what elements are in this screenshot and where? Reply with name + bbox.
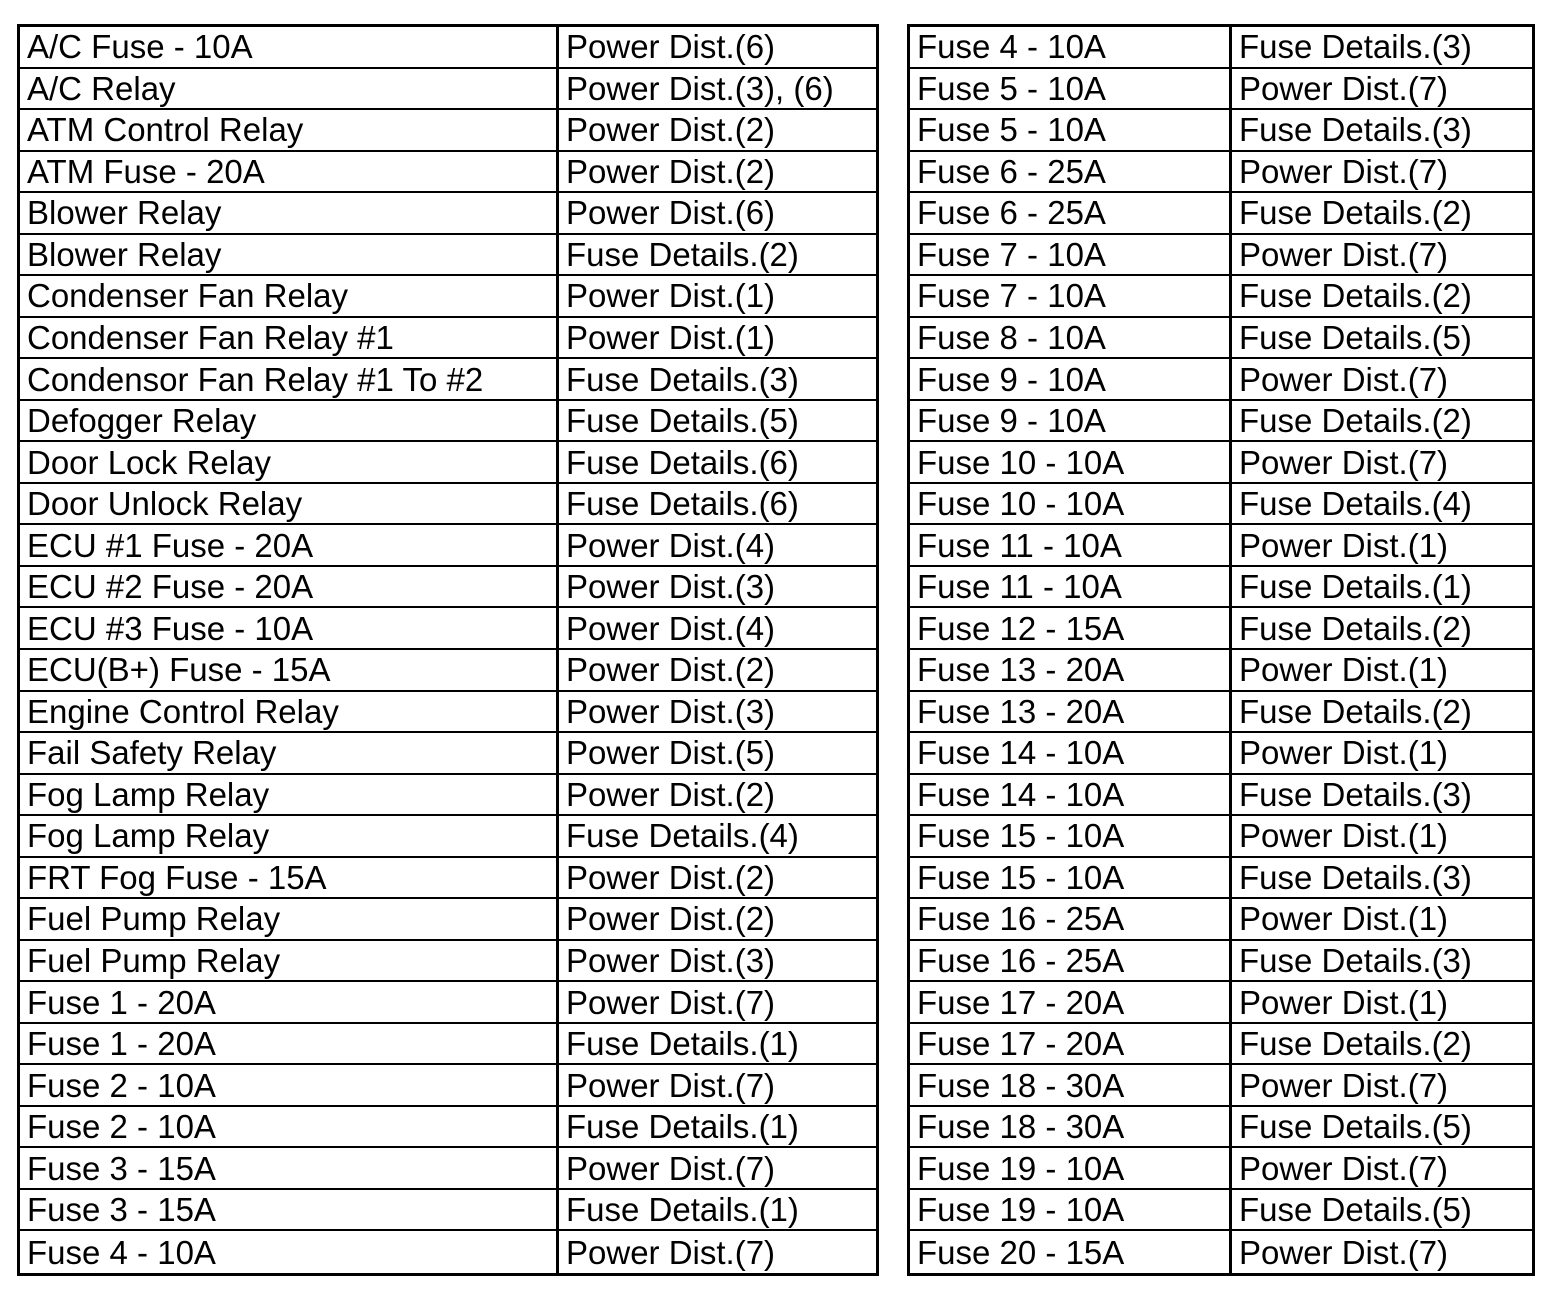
location-cell: Power Dist.(1) <box>1232 899 1532 941</box>
component-cell: A/C Relay <box>20 69 559 111</box>
component-cell: Fuel Pump Relay <box>20 899 559 941</box>
location-cell: Fuse Details.(2) <box>1232 608 1532 650</box>
component-cell: Fog Lamp Relay <box>20 816 559 858</box>
location-cell: Power Dist.(1) <box>1232 733 1532 775</box>
component-cell: ATM Control Relay <box>20 110 559 152</box>
location-cell: Power Dist.(2) <box>559 775 876 817</box>
location-cell: Fuse Details.(4) <box>559 816 876 858</box>
location-cell: Power Dist.(7) <box>559 1148 876 1190</box>
location-cell: Power Dist.(7) <box>1232 235 1532 277</box>
location-cell: Power Dist.(1) <box>559 318 876 360</box>
component-cell: Fuse 3 - 15A <box>20 1190 559 1232</box>
component-cell: Fuse 4 - 10A <box>20 1231 559 1273</box>
component-cell: Fuse 14 - 10A <box>910 733 1232 775</box>
location-cell: Fuse Details.(4) <box>1232 484 1532 526</box>
location-cell: Fuse Details.(5) <box>1232 1190 1532 1232</box>
location-cell: Fuse Details.(2) <box>1232 193 1532 235</box>
location-cell: Power Dist.(1) <box>1232 982 1532 1024</box>
component-cell: ECU #1 Fuse - 20A <box>20 525 559 567</box>
fuse-index-table-right <box>907 24 1535 1276</box>
component-cell: Fuse 18 - 30A <box>910 1065 1232 1107</box>
location-cell: Power Dist.(3) <box>559 567 876 609</box>
location-cell: Fuse Details.(1) <box>559 1107 876 1149</box>
component-cell: Fuse 18 - 30A <box>910 1107 1232 1149</box>
location-cell: Power Dist.(3), (6) <box>559 69 876 111</box>
location-cell: Fuse Details.(1) <box>559 1024 876 1066</box>
location-cell: Power Dist.(1) <box>1232 525 1532 567</box>
component-cell: Fuse 4 - 10A <box>910 27 1232 69</box>
component-cell: Door Unlock Relay <box>20 484 559 526</box>
component-cell: Fuse 14 - 10A <box>910 775 1232 817</box>
location-cell: Power Dist.(4) <box>559 525 876 567</box>
component-cell: Fuse 9 - 10A <box>910 401 1232 443</box>
component-cell: Fuse 19 - 10A <box>910 1148 1232 1190</box>
location-cell: Fuse Details.(3) <box>559 359 876 401</box>
location-cell: Power Dist.(1) <box>1232 816 1532 858</box>
component-cell: Fuse 11 - 10A <box>910 567 1232 609</box>
component-cell: Fuse 10 - 10A <box>910 442 1232 484</box>
component-cell: Fuse 9 - 10A <box>910 359 1232 401</box>
component-cell: ATM Fuse - 20A <box>20 152 559 194</box>
component-cell: Blower Relay <box>20 235 559 277</box>
location-cell: Fuse Details.(3) <box>1232 110 1532 152</box>
component-cell: Fuse 8 - 10A <box>910 318 1232 360</box>
component-cell: Fuse 6 - 25A <box>910 152 1232 194</box>
component-cell: Fuse 7 - 10A <box>910 235 1232 277</box>
location-cell: Fuse Details.(2) <box>559 235 876 277</box>
component-cell: Fuse 1 - 20A <box>20 1024 559 1066</box>
location-cell: Power Dist.(2) <box>559 858 876 900</box>
component-cell: Fuse 2 - 10A <box>20 1065 559 1107</box>
location-cell: Power Dist.(1) <box>1232 650 1532 692</box>
component-cell: Fuse 10 - 10A <box>910 484 1232 526</box>
location-cell: Fuse Details.(2) <box>1232 276 1532 318</box>
location-cell: Power Dist.(7) <box>1232 1065 1532 1107</box>
location-cell: Power Dist.(3) <box>559 941 876 983</box>
component-cell: Fuse 15 - 10A <box>910 816 1232 858</box>
component-cell: Condensor Fan Relay #1 To #2 <box>20 359 559 401</box>
location-cell: Fuse Details.(5) <box>1232 318 1532 360</box>
location-cell: Power Dist.(7) <box>559 982 876 1024</box>
component-cell: Fuse 16 - 25A <box>910 899 1232 941</box>
location-cell: Power Dist.(7) <box>1232 442 1532 484</box>
component-cell: Fuse 15 - 10A <box>910 858 1232 900</box>
location-cell: Fuse Details.(5) <box>1232 1107 1532 1149</box>
component-cell: ECU #3 Fuse - 10A <box>20 608 559 650</box>
component-cell: Defogger Relay <box>20 401 559 443</box>
component-cell: Engine Control Relay <box>20 692 559 734</box>
component-cell: Condenser Fan Relay <box>20 276 559 318</box>
location-cell: Fuse Details.(6) <box>559 442 876 484</box>
location-cell: Fuse Details.(1) <box>1232 567 1532 609</box>
location-cell: Power Dist.(2) <box>559 650 876 692</box>
component-cell: Door Lock Relay <box>20 442 559 484</box>
location-cell: Power Dist.(6) <box>559 27 876 69</box>
location-cell: Power Dist.(6) <box>559 193 876 235</box>
location-cell: Fuse Details.(1) <box>559 1190 876 1232</box>
component-cell: Fuse 11 - 10A <box>910 525 1232 567</box>
location-cell: Fuse Details.(6) <box>559 484 876 526</box>
component-cell: Fuse 13 - 20A <box>910 650 1232 692</box>
location-cell: Power Dist.(7) <box>1239 1233 1449 1271</box>
component-cell: Fuse 2 - 10A <box>20 1107 559 1149</box>
component-cell: Fuse 19 - 10A <box>910 1190 1232 1232</box>
component-cell: Fuse 20 - 15A <box>910 1231 1232 1273</box>
component-cell: Fuse 5 - 10A <box>910 110 1232 152</box>
location-cell: Power Dist.(2) <box>559 110 876 152</box>
location-cell: Fuse Details.(3) <box>1232 858 1532 900</box>
location-cell: Fuse Details.(3) <box>1232 27 1532 69</box>
location-cell: Power Dist.(7) <box>1232 359 1532 401</box>
location-cell: Power Dist.(1) <box>559 276 876 318</box>
component-cell: Fuse 6 - 25A <box>910 193 1232 235</box>
location-cell: Power Dist.(4) <box>559 608 876 650</box>
location-cell: Fuse Details.(2) <box>1232 692 1532 734</box>
location-cell: Fuse Details.(3) <box>1232 775 1532 817</box>
location-cell: Fuse Details.(2) <box>1232 401 1532 443</box>
component-cell: ECU #2 Fuse - 20A <box>20 567 559 609</box>
component-cell: Fuse 12 - 15A <box>910 608 1232 650</box>
location-cell: Power Dist.(7) <box>1232 69 1532 111</box>
location-cell: Power Dist.(3) <box>559 692 876 734</box>
component-cell: A/C Fuse - 10A <box>20 27 559 69</box>
location-cell: Fuse Details.(2) <box>1232 1024 1532 1066</box>
location-cell: Power Dist.(7) <box>559 1065 876 1107</box>
location-cell: Power Dist.(7) <box>1232 152 1532 194</box>
component-cell: Fuse 17 - 20A <box>910 982 1232 1024</box>
location-cell: Power Dist.(2) <box>559 899 876 941</box>
component-cell: Fuse 1 - 20A <box>20 982 559 1024</box>
component-cell: Condenser Fan Relay #1 <box>20 318 559 360</box>
location-cell: Fuse Details.(5) <box>559 401 876 443</box>
component-cell: FRT Fog Fuse - 15A <box>20 858 559 900</box>
component-cell: Fog Lamp Relay <box>20 775 559 817</box>
location-cell: Power Dist.(7) <box>566 1233 776 1271</box>
component-cell: Fuse 7 - 10A <box>910 276 1232 318</box>
component-cell: Fuse 3 - 15A <box>20 1148 559 1190</box>
location-cell: Power Dist.(2) <box>559 152 876 194</box>
location-cell: Power Dist.(5) <box>559 733 876 775</box>
component-cell: Fuse 17 - 20A <box>910 1024 1232 1066</box>
component-cell: Fuse 5 - 10A <box>910 69 1232 111</box>
component-cell: Fail Safety Relay <box>20 733 559 775</box>
component-cell: Fuse 13 - 20A <box>910 692 1232 734</box>
fuse-index-table-left <box>17 24 879 1276</box>
component-cell: Blower Relay <box>20 193 559 235</box>
location-cell: Fuse Details.(3) <box>1232 941 1532 983</box>
component-cell: Fuse 16 - 25A <box>910 941 1232 983</box>
component-cell: Fuel Pump Relay <box>20 941 559 983</box>
location-cell: Power Dist.(7) <box>1232 1148 1532 1190</box>
component-cell: ECU(B+) Fuse - 15A <box>20 650 559 692</box>
